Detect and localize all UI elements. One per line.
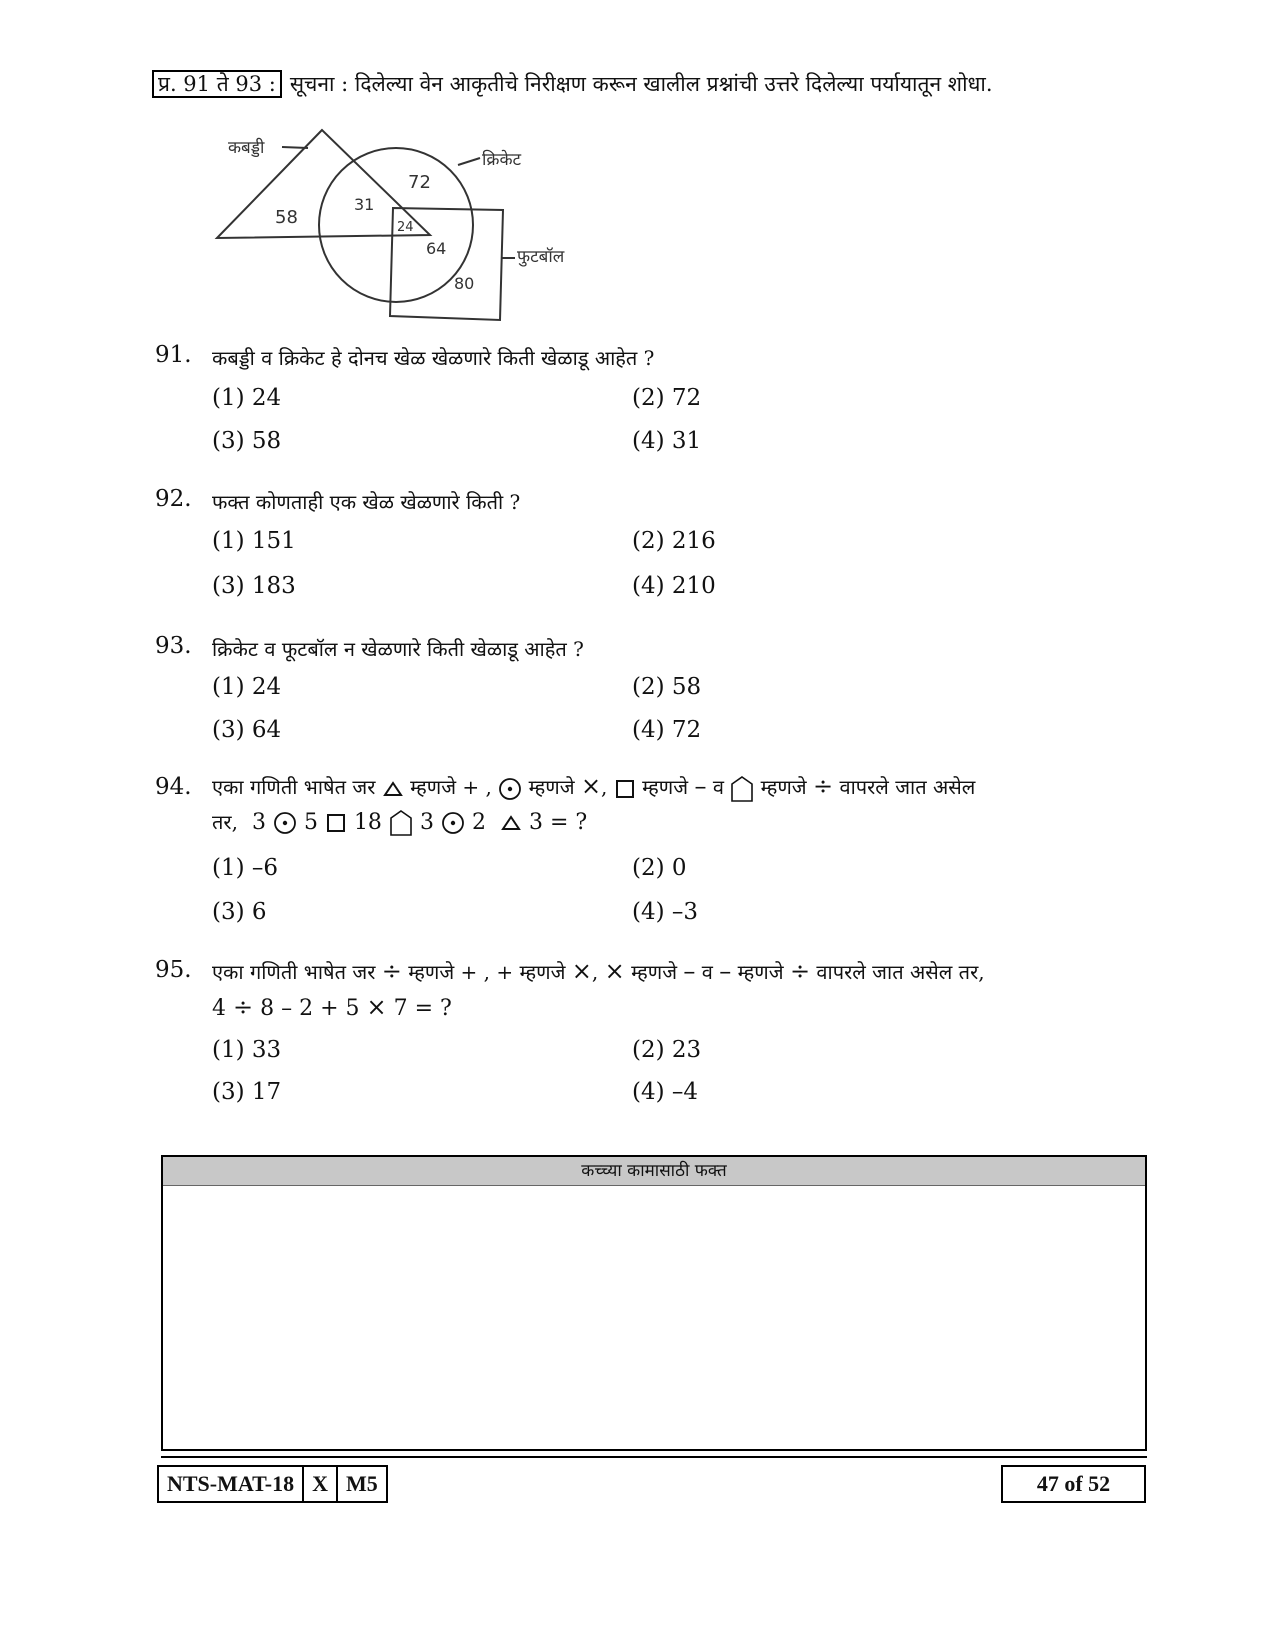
question-text: एका गणिती भाषेत जर ÷ म्हणजे + , + म्हणजे ×, × म्हणजे – व – म्हणजे ÷ वापरले जात असेल तर, — [212, 957, 985, 985]
divide-symbol: ÷ — [812, 772, 834, 800]
option-3[interactable]: (3) 64 — [212, 717, 282, 743]
question-text: कबड्डी व क्रिकेट हे दोनच खेळ खेळणारे किती खेळाडू आहेत ? — [212, 346, 655, 370]
footer-divider — [161, 1456, 1147, 1458]
value-cricket-football: 64 — [426, 239, 447, 258]
option-1[interactable]: (1) 33 — [212, 1037, 282, 1063]
option-2[interactable]: (2) 216 — [632, 528, 716, 554]
value-all-three: 24 — [397, 220, 414, 235]
page-number: 47 of 52 — [1001, 1465, 1146, 1503]
value-football-only: 80 — [454, 274, 475, 293]
question-text: फक्त कोणताही एक खेळ खेळणारे किती ? — [212, 490, 521, 514]
cricket-label: क्रिकेट — [482, 150, 522, 170]
expression-line: तर, 3 5 18 3 2 3 = ? — [212, 810, 588, 835]
football-label: फुटबॉल — [517, 247, 565, 267]
triangle-symbol — [382, 780, 404, 798]
divide-symbol: ÷ — [233, 993, 254, 1021]
option-1[interactable]: (1) 151 — [212, 528, 296, 554]
option-2[interactable]: (2) 58 — [632, 674, 702, 700]
question-text: क्रिकेट व फूटबॉल न खेळणारे किती खेळाडू आहेत ? — [212, 637, 584, 661]
minus-symbol: – — [719, 957, 732, 985]
circled-dot-symbol — [273, 811, 297, 835]
expression-line: 4 ÷ 8 – 2 + 5 × 7 = ? — [212, 993, 452, 1021]
standard: X — [304, 1467, 338, 1501]
question-number: 91. — [155, 342, 192, 368]
option-3[interactable]: (3) 6 — [212, 899, 267, 925]
paper-code-box — [157, 1465, 388, 1503]
question-text: एका गणिती भाषेत जर म्हणजे + , म्हणजे ×, म्हणजे – व म्हणजे ÷ वापरले जात असेल — [212, 772, 975, 803]
value-cricket-only: 72 — [408, 172, 431, 193]
option-1[interactable]: (1) –6 — [212, 855, 279, 881]
divide-symbol: ÷ — [789, 957, 811, 985]
option-1[interactable]: (1) 24 — [212, 674, 282, 700]
option-4[interactable]: (4) 72 — [632, 717, 702, 743]
times-symbol: × — [604, 957, 625, 985]
medium-code: M5 — [346, 1471, 378, 1496]
minus-symbol: – — [694, 772, 707, 800]
option-4[interactable]: (4) –4 — [632, 1079, 699, 1105]
option-4[interactable]: (4) –3 — [632, 899, 699, 925]
option-2[interactable]: (2) 23 — [632, 1037, 702, 1063]
venn-diagram — [210, 120, 610, 335]
value-kabaddi-cricket: 31 — [354, 195, 375, 214]
times-symbol: × — [571, 957, 592, 985]
times-symbol: × — [580, 772, 602, 800]
option-2[interactable]: (2) 72 — [632, 385, 702, 411]
rough-work-box — [161, 1155, 1147, 1451]
divide-symbol: ÷ — [381, 957, 402, 985]
circled-dot-symbol — [498, 777, 522, 801]
value-kabaddi-only: 58 — [275, 207, 298, 228]
question-number: 92. — [155, 486, 192, 512]
square-symbol — [325, 812, 347, 834]
option-4[interactable]: (4) 210 — [632, 573, 716, 599]
instruction — [152, 70, 993, 98]
option-1[interactable]: (1) 24 — [212, 385, 282, 411]
instruction-text: सूचना : दिलेल्या वेन आकृतीचे निरीक्षण करून खालील प्रश्नांची उत्तरे दिलेल्या पर्यायातून शोधा. — [289, 72, 993, 96]
option-4[interactable]: (4) 31 — [632, 428, 702, 454]
square-symbol — [614, 778, 636, 800]
instruction-label: प्र. 91 ते 93 : — [152, 70, 282, 98]
pentagon-symbol — [730, 775, 754, 803]
question-number: 93. — [155, 633, 192, 659]
option-3[interactable]: (3) 58 — [212, 428, 282, 454]
option-3[interactable]: (3) 183 — [212, 573, 296, 599]
times-symbol: × — [366, 993, 387, 1021]
cricket-circle — [319, 148, 473, 302]
option-2[interactable]: (2) 0 — [632, 855, 687, 881]
rough-work-title: कच्च्या कामासाठी फक्त — [163, 1157, 1145, 1186]
triangle-symbol — [500, 814, 522, 832]
paper-code: NTS-MAT-18 — [159, 1467, 304, 1501]
question-number: 94. — [155, 774, 192, 800]
question-number: 95. — [155, 957, 192, 983]
kabaddi-label: कबड्डी — [228, 138, 265, 158]
circled-dot-symbol — [441, 811, 465, 835]
pentagon-symbol — [389, 809, 413, 837]
minus-symbol: – — [683, 957, 696, 985]
option-3[interactable]: (3) 17 — [212, 1079, 282, 1105]
